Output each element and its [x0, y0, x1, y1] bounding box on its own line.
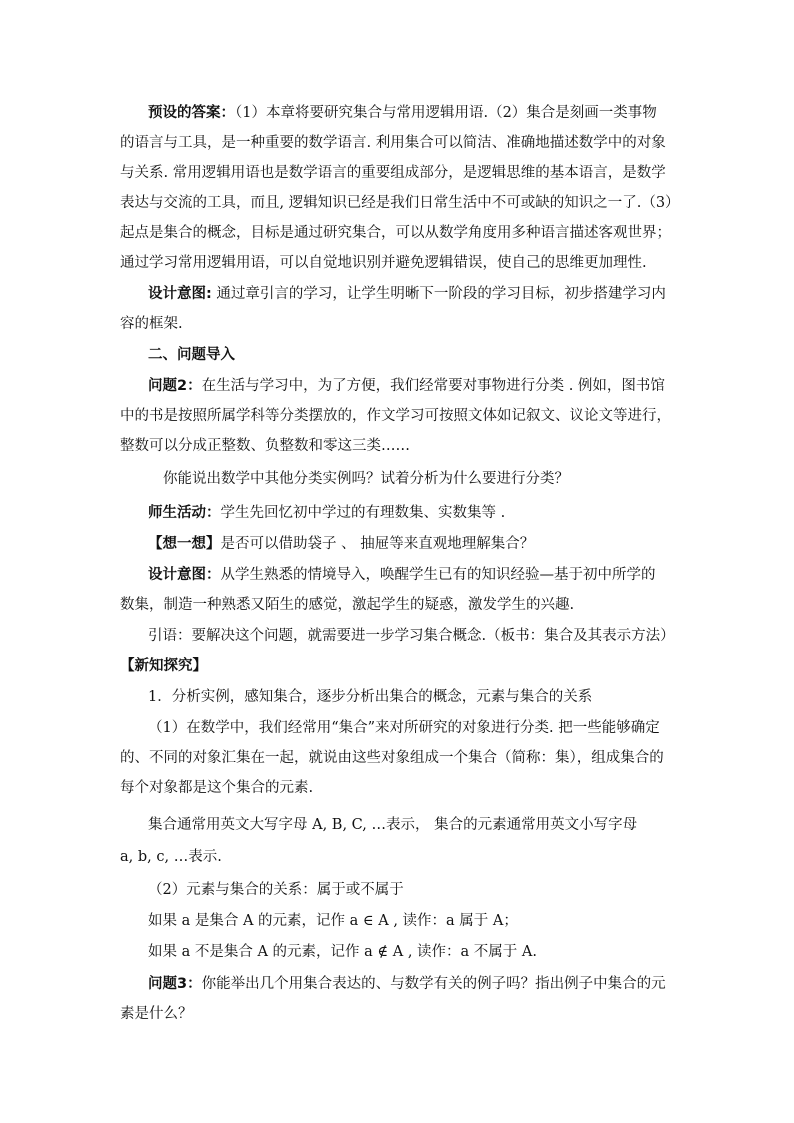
label-design-intent: 设计意图: [148, 286, 212, 302]
text-line: 整数可以分成正整数、负整数和零这三类…… [120, 438, 410, 454]
text-line-content: 通过章引言的学习，让学生明晰下一阶段的学习目标，初步搭建学习内 [211, 286, 666, 302]
text-line [148, 103, 657, 123]
text-line: 的语言与工具，是一种重要的数学语言. 利用集合可以简洁、准确地描述数学中的对象 [120, 135, 666, 151]
text-line: 的、不同的对象汇集在一起，就说由这些对象组成一个集合（简称：集），组成集合的 [120, 750, 664, 766]
text-line [148, 376, 665, 396]
text-line [148, 534, 534, 554]
label-preset-answer: 预设的答案： [148, 105, 235, 121]
text-line: 1．分析实例，感知集合，逐步分析出集合的概念，元素与集合的关系 [148, 689, 593, 705]
text-line: 中的书是按照所属学科等分类摆放的，作文学习可按照文体如记叙文、议论文等进行， [120, 408, 671, 424]
text-line-content: 学生先回忆初中学过的有理数集、实数集等 . [220, 505, 506, 521]
text-line: 与关系. 常用逻辑用语也是数学语言的重要组成部分，是逻辑思维的基本语言，是数学 [120, 165, 666, 181]
text-line: a, b, c, …表示. [120, 849, 222, 865]
section-heading: 【新知探究】 [120, 658, 207, 674]
text-line: 容的框架. [120, 316, 183, 332]
text-line: （2）元素与集合的关系：属于或不属于 [148, 882, 404, 898]
text-line [148, 284, 666, 304]
text-line-content: （1）本章将要研究集合与常用逻辑用语.（2）集合是刻画一类事物 [235, 105, 657, 121]
text-line: 如果 a 不是集合 A 的元素，记作 a ∉ A , 读作：a 不属于 A. [148, 944, 537, 960]
text-line: 通过学习常用逻辑用语，可以自觉地识别并避免逻辑错误，使自己的思维更加理性. [120, 255, 647, 271]
label-question-3: 问题3： [148, 976, 202, 992]
text-line [148, 503, 505, 523]
text-line: （1）在数学中，我们经常用“集合”来对所研究的对象进行分类. 把一些能够确定 [148, 720, 660, 736]
label-teacher-student-activity: 师生活动： [148, 505, 221, 521]
text-line [148, 974, 666, 994]
label-design-intent: 设计意图： [148, 567, 221, 583]
section-heading: 二、问题导入 [148, 347, 235, 363]
text-line: 起点是集合的概念，目标是通过研究集合，可以从数学角度用多种语言描述客观世界； [120, 225, 671, 241]
text-line: 素是什么？ [120, 1006, 193, 1022]
text-line: 如果 a 是集合 A 的元素，记作 a ∈ A , 读作：a 属于 A； [148, 913, 518, 929]
label-think: 【想一想】 [148, 536, 221, 552]
text-line [148, 565, 656, 585]
label-question-2: 问题2： [148, 378, 202, 394]
text-line-content: 你能举出几个用集合表达的、与数学有关的例子吗？指出例子中集合的元 [201, 976, 666, 992]
text-line-content: 从学生熟悉的情境导入，唤醒学生已有的知识经验—基于初中所学的 [220, 567, 656, 583]
text-line-content: 在生活与学习中，为了方便，我们经常要对事物进行分类 . 例如，图书馆 [201, 378, 665, 394]
text-line-content: 是否可以借助袋子 、 抽屉等来直观地理解集合？ [220, 536, 535, 552]
text-line: 表达与交流的工具，而且, 逻辑知识已经是我们日常生活中不可或缺的知识之一了.（3） [120, 195, 680, 211]
text-line: 引语：要解决这个问题，就需要进一步学习集合概念.（板书：集合及其表示方法） [148, 628, 675, 644]
text-line: 集合通常用英文大写字母 A, B, C, …表示， 集合的元素通常用英文小写字母 [148, 817, 638, 833]
text-line: 数集，制造一种熟悉又陌生的感觉，激起学生的疑惑，激发学生的兴趣. [120, 597, 575, 613]
text-line: 每个对象都是这个集合的元素. [120, 780, 314, 796]
text-line: 你能说出数学中其他分类实例吗？试着分析为什么要进行分类？ [163, 471, 569, 487]
